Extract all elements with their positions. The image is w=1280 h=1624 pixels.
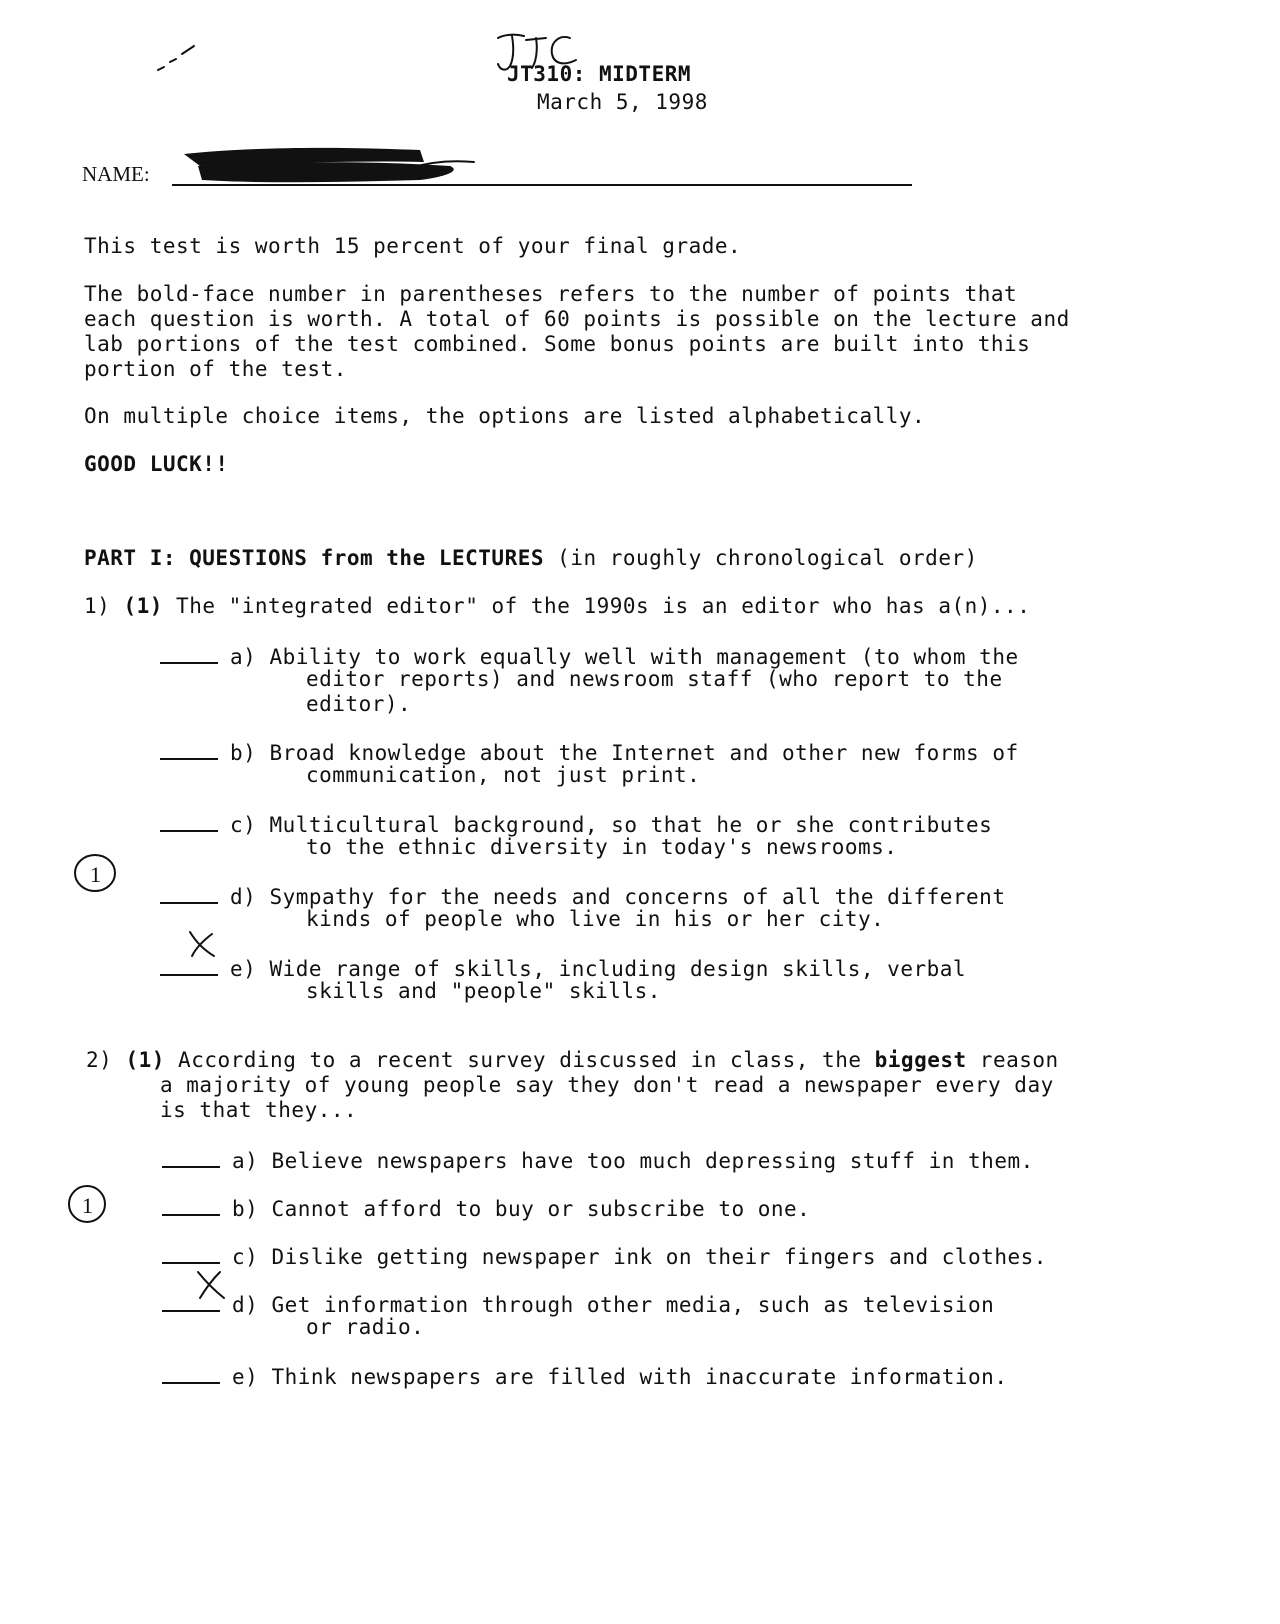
stray-pen-mark: [150, 40, 210, 76]
q1-option-c[interactable]: c) Multicultural background, so that he or she contributes: [160, 810, 992, 838]
q1-option-d-line-2: kinds of people who live in his or her city.: [306, 907, 885, 931]
question-1-stem: [84, 594, 1030, 619]
score-mark: 1: [90, 862, 101, 887]
q1-option-b-line-2: communication, not just print.: [306, 763, 701, 787]
question-2-line-3: is that they...: [160, 1098, 358, 1122]
question-number: 1): [84, 594, 111, 618]
answer-blank[interactable]: [160, 642, 218, 664]
intro-choice-order: On multiple choice items, the options are listed alphabetically.: [84, 404, 926, 428]
score-circle-icon: [70, 850, 120, 896]
q2-option-d[interactable]: d) Get information through other media, such as television: [162, 1290, 994, 1318]
intro-points-line-4: portion of the test.: [84, 357, 347, 381]
intro-points-line-2: each question is worth. A total of 60 points is possible on the lecture and: [84, 307, 1070, 331]
q2-option-d-line-2: or radio.: [306, 1315, 425, 1339]
intro-points-line-3: lab portions of the test combined. Some bonus points are built into this: [84, 332, 1031, 356]
q2-option-b[interactable]: b) Cannot afford to buy or subscribe to one.: [162, 1194, 810, 1222]
answer-blank[interactable]: [162, 1362, 220, 1384]
q1-option-a[interactable]: a) Ability to work equally well with management (to whom the: [160, 642, 1019, 670]
redacted-name: [180, 140, 480, 190]
q1-option-e-line-2: skills and "people" skills.: [306, 979, 661, 1003]
q1-option-d[interactable]: d) Sympathy for the needs and concerns of all the different: [160, 882, 1005, 910]
score-mark: 1: [82, 1193, 93, 1218]
answer-blank[interactable]: [160, 810, 218, 832]
q1-option-e[interactable]: e) Wide range of skills, including design skills, verbal: [160, 954, 966, 982]
name-label: NAME:: [82, 162, 150, 186]
question-points: (1): [125, 1048, 165, 1072]
question-2-stem: 2) (1) According to a recent survey discussed in class, the biggest reason: [86, 1048, 1059, 1072]
answer-blank[interactable]: [162, 1242, 220, 1264]
q2-option-c[interactable]: c) Dislike getting newspaper ink on their fingers and clothes.: [162, 1242, 1047, 1270]
exam-title: JT310: MIDTERM: [507, 62, 692, 86]
question-points: (1): [123, 594, 163, 618]
intro-worth: This test is worth 15 percent of your final grade.: [84, 234, 742, 258]
part-heading: [84, 546, 978, 571]
score-circle-icon: [64, 1182, 110, 1226]
intro-points-line-1: The bold-face number in parentheses refers to the number of points that: [84, 282, 1018, 306]
question-2-line-2: a majority of young people say they don't read a newspaper every day: [160, 1073, 1054, 1097]
x-mark-icon: [184, 928, 220, 960]
answer-blank[interactable]: [162, 1194, 220, 1216]
question-number: 2): [86, 1048, 113, 1072]
q2-option-e[interactable]: e) Think newspapers are filled with inaccurate information.: [162, 1362, 1007, 1390]
good-luck: GOOD LUCK!!: [84, 452, 229, 476]
emphasis-biggest: biggest: [874, 1048, 967, 1072]
answer-blank[interactable]: [160, 738, 218, 760]
q1-option-b[interactable]: b) Broad knowledge about the Internet and other new forms of: [160, 738, 1019, 766]
question-text: The "integrated editor" of the 1990s is an editor who has a(n)...: [176, 594, 1031, 618]
q1-option-a-line-3: editor).: [306, 692, 412, 716]
part-heading-bold: PART I: QUESTIONS from the LECTURES: [84, 546, 545, 570]
q1-option-a-line-2: editor reports) and newsroom staff (who report to the: [306, 667, 1003, 691]
answer-blank[interactable]: [162, 1146, 220, 1168]
x-mark-icon: [194, 1268, 228, 1302]
q1-option-c-line-2: to the ethnic diversity in today's newsrooms.: [306, 835, 898, 859]
answer-blank[interactable]: [160, 882, 218, 904]
part-heading-rest: (in roughly chronological order): [557, 546, 978, 570]
q2-option-a[interactable]: a) Believe newspapers have too much depressing stuff in them.: [162, 1146, 1034, 1174]
exam-date: March 5, 1998: [537, 90, 708, 114]
